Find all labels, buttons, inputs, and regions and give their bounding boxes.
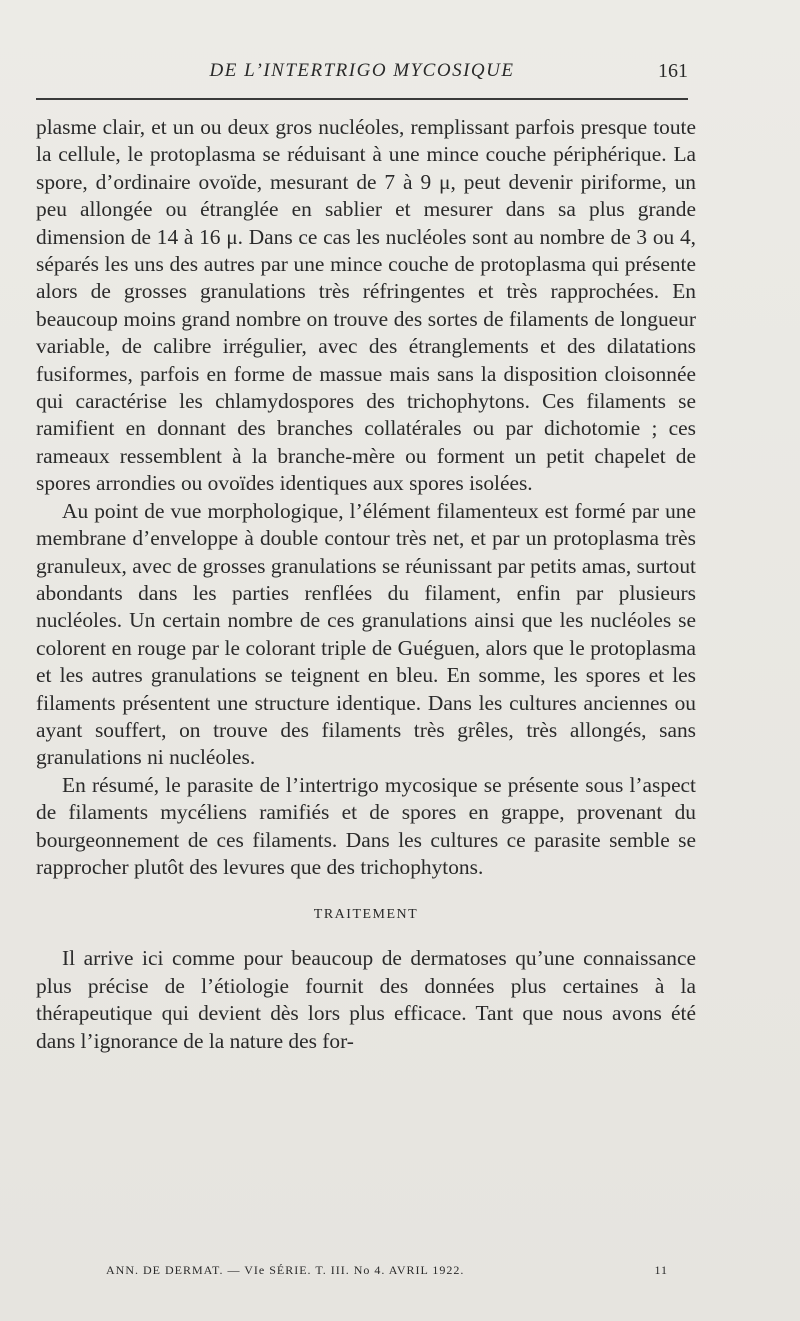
running-title: DE L’INTERTRIGO MYCOSIQUE (209, 60, 515, 81)
journal-reference: ANN. DE DERMAT. — VIe SÉRIE. T. III. No 4. AVRIL 1922. (106, 1263, 465, 1277)
paragraph-3: En résumé, le parasite de l’intertrigo mycosique se présente sous l’aspect de filaments mycéliens ramifiés et de spores en grappe, provenant du bourgeonnement de ces filaments. Dans les cultures ce parasite semble se rapprocher plutôt des levures que des trichophytons. (36, 772, 696, 879)
section-heading: TRAITEMENT (313, 907, 419, 923)
signature-mark: 11 (654, 1263, 668, 1277)
paragraph-4: Il arrive ici comme pour beaucoup de dermatoses qu’une connaissance plus précise de l’étiologie fournit des données plus certaines à la thérapeutique qui devient dès lors plus efficace. Tant que nous avons été dans l’ignorance de la nature des for- (36, 946, 696, 1053)
paragraph-1: plasme clair, et un ou deux gros nucléoles, remplissant parfois presque toute la cellule, le protoplasma se réduisant à une mince couche périphérique. La spore, d’ordinaire ovoïde, mesurant de 7 à 9 μ, peut devenir piriforme, un peu allongée ou étranglée en sablier et mesurer dans sa plus grande dimension de 14 à 16 μ. Dans ce cas les nucléoles sont au nombre de 3 ou 4, séparés les uns des autres par une mince couche de protoplasma qui présente alors de grosses granulations très réfringentes et très rapprochées. En beaucoup moins grand nombre on trouve des sortes de filaments de longueur variable, de calibre irrégulier, avec des étranglements et des dilatations fusiformes, parfois en forme de massue mais sans la disposition cloisonnée qui caractérise les chlamydospores des trichophytons. Ces filaments se ramifient en donnant des branches collatérales ou par dichotomie ; ces rameaux ressemblent à la branche-mère ou forment un petit chapelet de spores arrondies ou ovoïdes identiques aux spores isolées. (36, 115, 696, 496)
page-header (36, 56, 688, 88)
paragraph-2: Au point de vue morphologique, l’élément filamenteux est formé par une membrane d’enveloppe à double contour très net, et par un protoplasma très granuleux, avec de grosses granulations se réunissant par petits amas, surtout abondants dans les parties renflées du filament, enfin par plusieurs nucléoles. Un certain nombre de ces granulations ainsi que les nucléoles se colorent en rouge par le colorant triple de Guéguen, alors que le protoplasma et les autres granulations se teignent en bleu. En somme, les spores et les filaments présentent une structure identique. Dans les cultures anciennes ou ayant souffert, on trouve des filaments très grêles, très allongés, sans granulations ni nucléoles. (36, 498, 696, 770)
page-number: 161 (658, 60, 688, 82)
header-rule (36, 98, 688, 100)
page-footer (36, 1263, 688, 1283)
body-text (36, 114, 696, 1055)
